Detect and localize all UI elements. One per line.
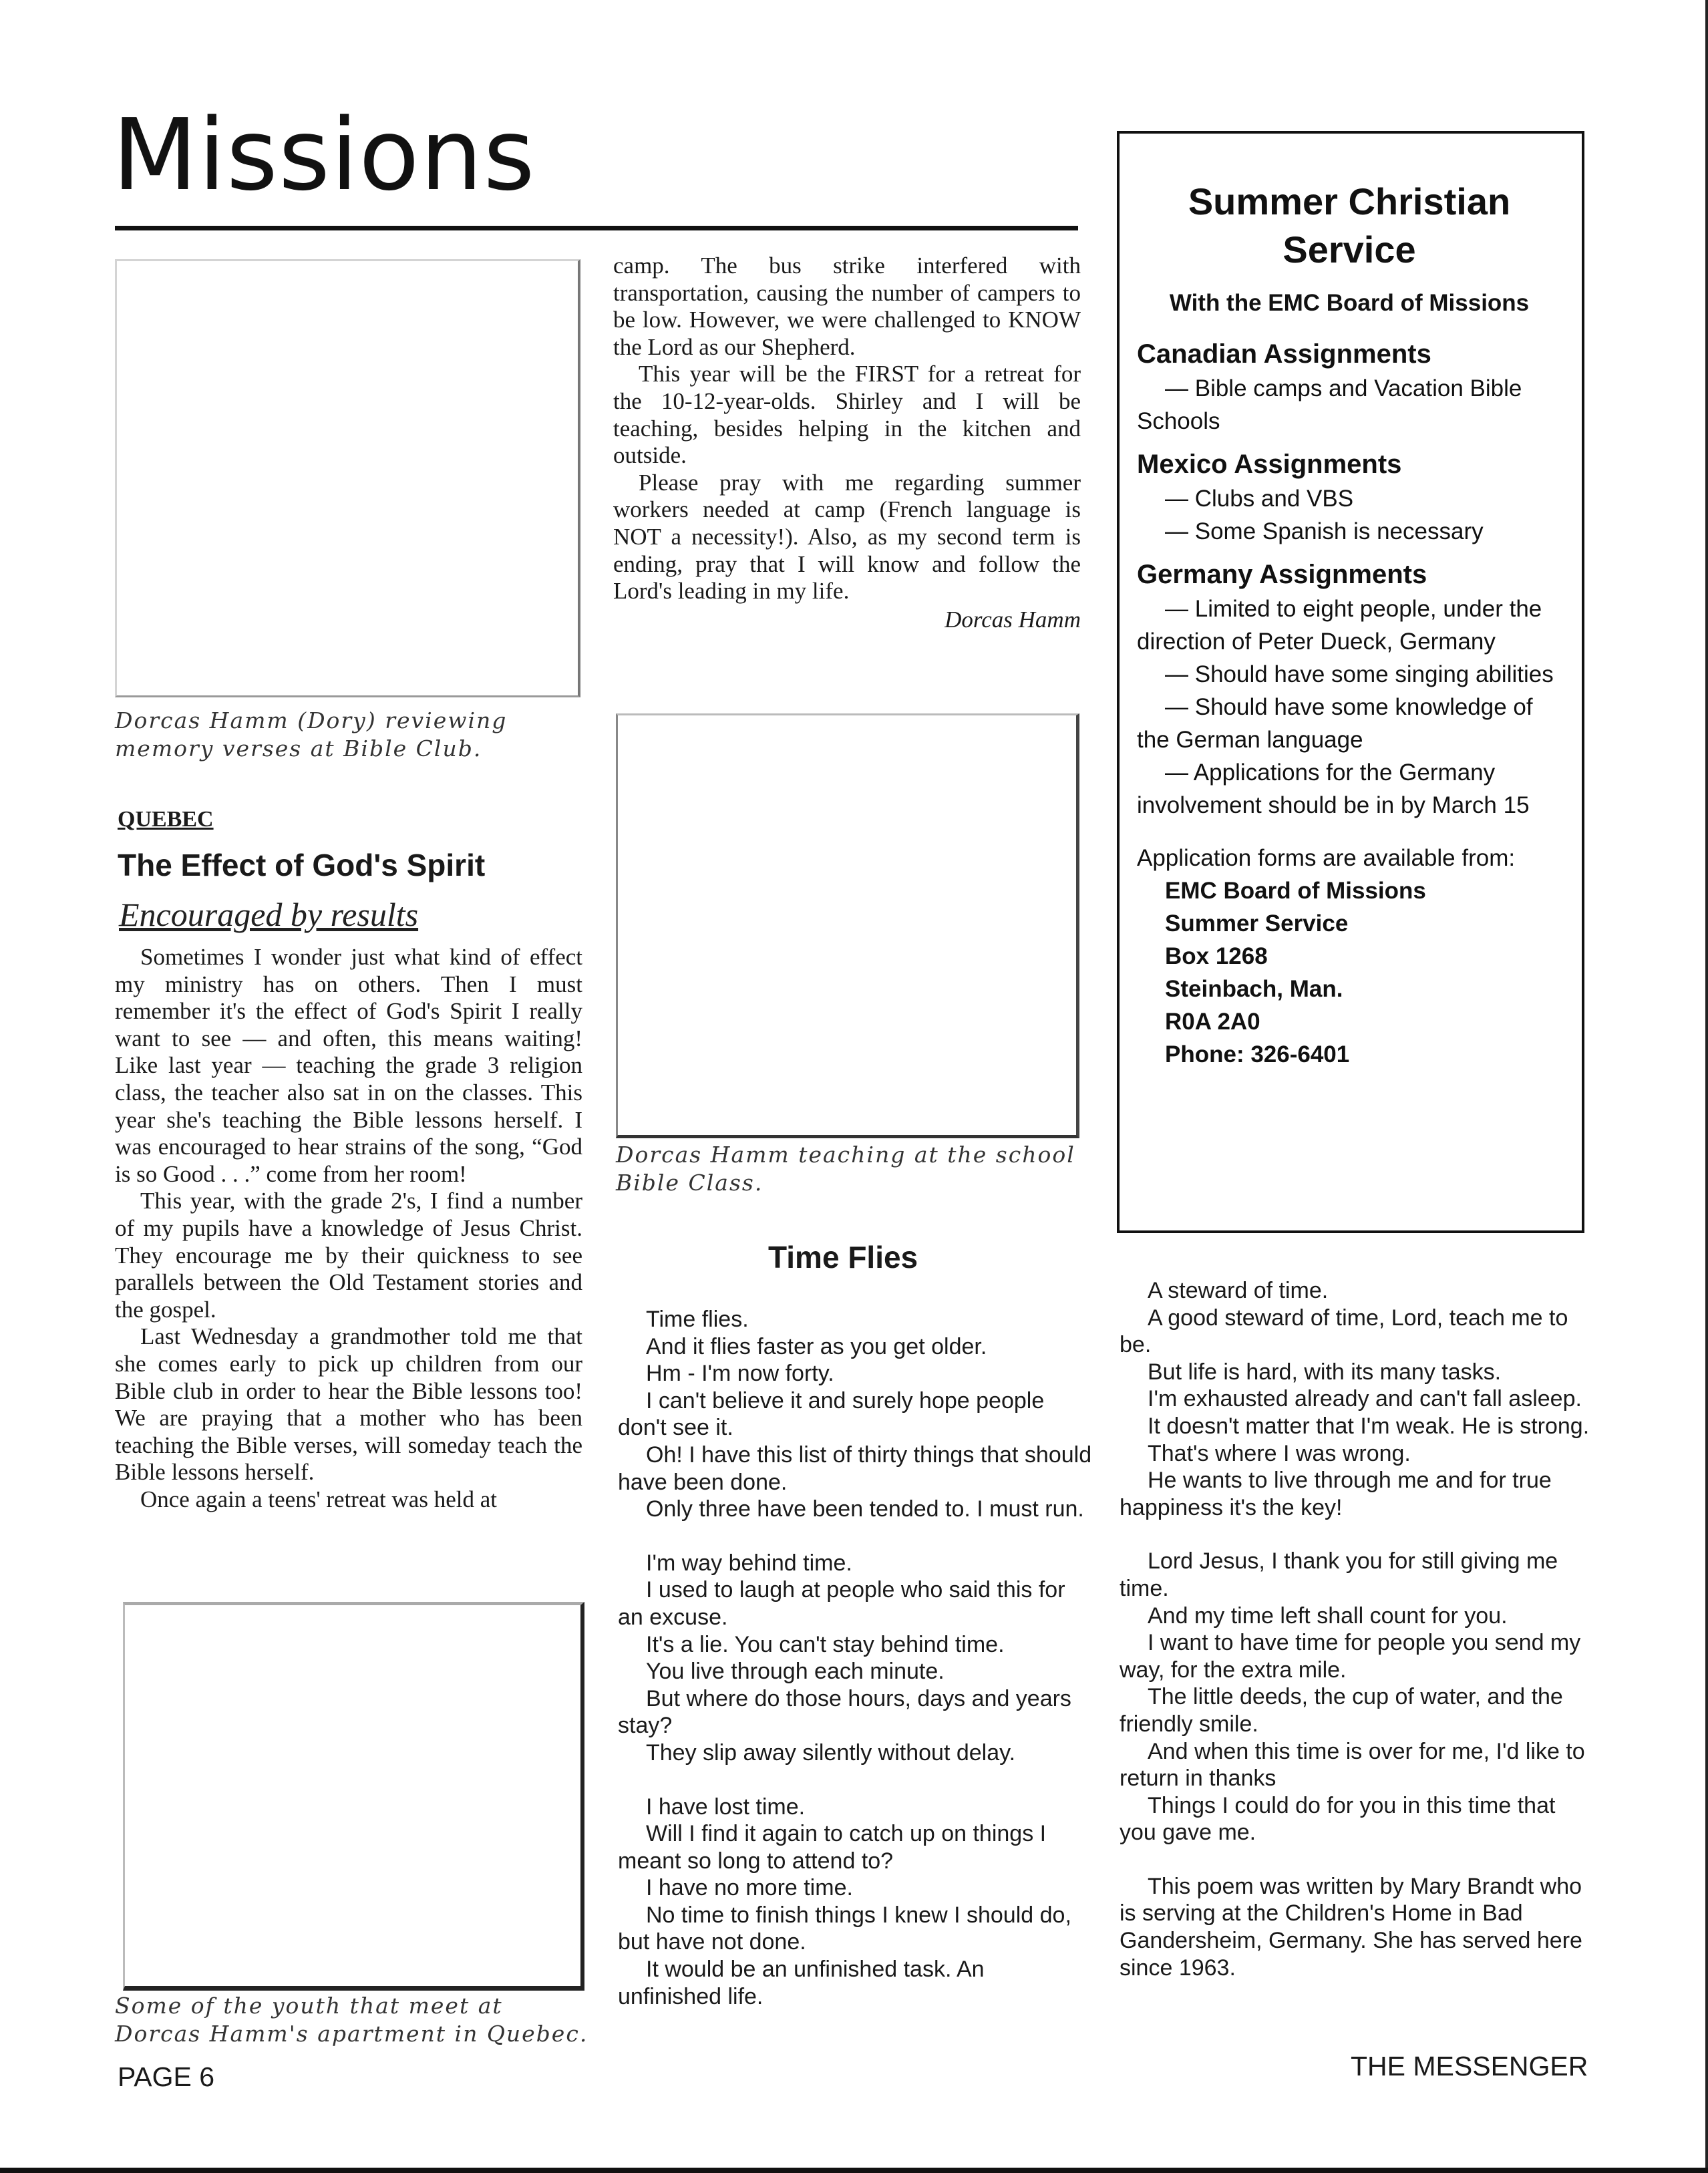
poem-line: A steward of time. bbox=[1148, 1278, 1329, 1303]
germany-assignments bbox=[1137, 560, 1562, 822]
page-bottom-rule bbox=[0, 2168, 1708, 2173]
photo-caption-school-bible-class: Dorcas Hamm teaching at the school Bible Class. bbox=[616, 1142, 1075, 1196]
mexico-assignments bbox=[1137, 450, 1562, 548]
poem-line: I used to laugh at people who said this for an excuse. bbox=[618, 1577, 1065, 1630]
publication-name: THE MESSENGER bbox=[1351, 2051, 1588, 2081]
phone-number: Phone: 326-6401 bbox=[1165, 1041, 1350, 1067]
sidebar-heading: Canadian Assignments bbox=[1137, 339, 1431, 369]
article-column-1 bbox=[115, 944, 582, 1513]
poem-line: Oh! I have this list of thirty things that should have been done. bbox=[618, 1442, 1092, 1495]
article-paragraph: This year, with the grade 2's, I find a number of my pupils have a knowledge of Jesus Christ. They encourage me by their quickness to see parallels between the Old Testament stories and the gospel. bbox=[115, 1188, 582, 1323]
poem-line: The little deeds, the cup of water, and the friendly smile. bbox=[1120, 1684, 1563, 1737]
poem-line: But life is hard, with its many tasks. bbox=[1148, 1359, 1502, 1385]
poem-line: I have no more time. bbox=[646, 1875, 853, 1901]
address-line: R0A 2A0 bbox=[1165, 1009, 1260, 1035]
poem-line: And when this time is over for me, I'd like to return in thanks bbox=[1120, 1738, 1585, 1792]
poem-line: He wants to live through me and for true happiness it's the key! bbox=[1120, 1468, 1552, 1520]
section-title: Missions bbox=[112, 98, 536, 212]
poem-line: But where do those hours, days and years stay? bbox=[618, 1685, 1071, 1739]
photo-youth-group bbox=[123, 1602, 584, 1991]
sidebar-title: Summer Christian Service bbox=[1188, 180, 1511, 271]
sidebar-item: — Clubs and VBS bbox=[1165, 486, 1354, 512]
poem-line: It would be an unfinished task. An unfinished life. bbox=[618, 1957, 985, 2009]
stanza-break bbox=[618, 1767, 1093, 1794]
poem-line: It doesn't matter that I'm weak. He is strong. bbox=[1148, 1413, 1590, 1439]
poem-line: Lord Jesus, I thank you for still giving me time. bbox=[1120, 1548, 1558, 1601]
poem-line: They slip away silently without delay. bbox=[646, 1739, 1016, 1766]
photo-bible-club bbox=[115, 259, 580, 697]
address-line: Box 1268 bbox=[1165, 943, 1268, 969]
sidebar-item: — Some Spanish is necessary bbox=[1165, 518, 1484, 544]
poem-part-1 bbox=[618, 1306, 1093, 2010]
page-number: PAGE 6 bbox=[118, 2061, 215, 2092]
poem-line: Things I could do for you in this time that you gave me. bbox=[1120, 1792, 1556, 1846]
article-paragraph: Once again a teens' retreat was held at bbox=[140, 1486, 497, 1512]
poem-line: No time to finish things I knew I should do, but have not done. bbox=[618, 1902, 1071, 1955]
poem-line: I'm way behind time. bbox=[646, 1550, 852, 1576]
article-signature: Dorcas Hamm bbox=[945, 606, 1081, 633]
sidebar-heading: Mexico Assignments bbox=[1137, 450, 1402, 479]
article-subhead: Encouraged by results bbox=[119, 896, 419, 933]
poem-line: I want to have time for people you send my way, for the extra mile. bbox=[1120, 1630, 1581, 1683]
sidebar-item: — Limited to eight people, under the direction of Peter Dueck, Germany bbox=[1137, 596, 1542, 655]
article-column-2 bbox=[613, 253, 1081, 633]
photo-caption-bible-club: Dorcas Hamm (Dory) reviewing memory verses at Bible Club. bbox=[115, 707, 508, 762]
photo-school-bible-class bbox=[616, 713, 1079, 1138]
stanza-break bbox=[618, 1523, 1093, 1550]
sidebar-item: — Should have some knowledge of the German language bbox=[1137, 694, 1533, 753]
poem-author-note: This poem was written by Mary Brandt who is serving at the Children's Home in Bad Gandersheim, Germany. She has served here since 1963. bbox=[1120, 1873, 1582, 1981]
summer-service-sidebar bbox=[1117, 131, 1584, 1233]
poem-line: You live through each minute. bbox=[646, 1659, 945, 1685]
article-paragraph: camp. The bus strike interfered with transportation, causing the number of campers to be low. However, we were challenged to KNOW the Lord as our Shepherd. bbox=[613, 253, 1081, 360]
sidebar-subtitle: With the EMC Board of Missions bbox=[1169, 290, 1530, 316]
address-line: Summer Service bbox=[1165, 910, 1349, 937]
page-edge-rule bbox=[1705, 0, 1708, 2173]
poem-line: And it flies faster as you get older. bbox=[646, 1333, 987, 1359]
title-rule bbox=[115, 226, 1078, 230]
canadian-assignments bbox=[1137, 339, 1562, 438]
stanza-break bbox=[1120, 1846, 1595, 1873]
poem-line: I have lost time. bbox=[646, 1794, 806, 1820]
article-paragraph: This year will be the FIRST for a retreat for the 10-12-year-olds. Shirley and I will be teaching, besides helping in the kitchen and outside. bbox=[613, 361, 1081, 469]
poem-line: I can't believe it and surely hope people don't see it. bbox=[618, 1387, 1045, 1441]
sidebar-item: — Bible camps and Vacation Bible Schools bbox=[1137, 375, 1522, 434]
poem-line: Will I find it again to catch up on things I meant so long to attend to? bbox=[618, 1821, 1047, 1874]
poem-part-2 bbox=[1120, 1277, 1595, 1981]
poem-line: That's where I was wrong. bbox=[1148, 1440, 1411, 1466]
poem-line: Only three have been tended to. I must run. bbox=[646, 1496, 1084, 1522]
photo-caption-youth-group: Some of the youth that meet at Dorcas Hamm's apartment in Quebec. bbox=[115, 1993, 588, 2047]
poem-line: And my time left shall count for you. bbox=[1148, 1603, 1508, 1629]
article-paragraph: Please pray with me regarding summer workers needed at camp (French language is NOT a necessity!). Also, as my second term is ending, pray that I will know and follow the Lord's leading in my life. bbox=[613, 469, 1081, 605]
sidebar-heading: Germany Assignments bbox=[1137, 560, 1427, 589]
sidebar-item: — Applications for the Germany involvement should be in by March 15 bbox=[1137, 760, 1530, 818]
stanza-break bbox=[1120, 1521, 1595, 1548]
article-kicker: QUEBEC bbox=[118, 807, 214, 832]
poem-line: It's a lie. You can't stay behind time. bbox=[646, 1631, 1005, 1657]
address-line: EMC Board of Missions bbox=[1165, 878, 1426, 904]
sidebar-item: — Should have some singing abilities bbox=[1165, 661, 1554, 687]
poem-line: Time flies. bbox=[646, 1307, 749, 1332]
poem-line: I'm exhausted already and can't fall asleep. bbox=[1148, 1386, 1582, 1412]
address-line: Steinbach, Man. bbox=[1165, 976, 1343, 1002]
poem-line: A good steward of time, Lord, teach me to be. bbox=[1120, 1305, 1568, 1358]
article-paragraph: Last Wednesday a grandmother told me that she comes early to pick up children from our Bible club in order to hear the Bible lessons too! We are praying that a mother who has been teaching the Bible verses, will someday teach the Bible lessons herself. bbox=[115, 1323, 582, 1486]
application-note: Application forms are available from: bbox=[1137, 845, 1516, 871]
poem-line: Hm - I'm now forty. bbox=[646, 1361, 834, 1387]
article-paragraph: Sometimes I wonder just what kind of effect my ministry has on others. Then I must remember it's the effect of God's Spirit I really want to see — and often, this means waiting! Like last year — teaching the grade 3 religion class, the teacher also sat in on the classes. This year she's teaching the Bible lessons herself. I was encouraged to hear strains of the song, “God is so Good . . .” come from her room! bbox=[115, 944, 582, 1187]
poem-title: Time Flies bbox=[768, 1240, 918, 1275]
article-headline: The Effect of God's Spirit bbox=[118, 848, 486, 882]
